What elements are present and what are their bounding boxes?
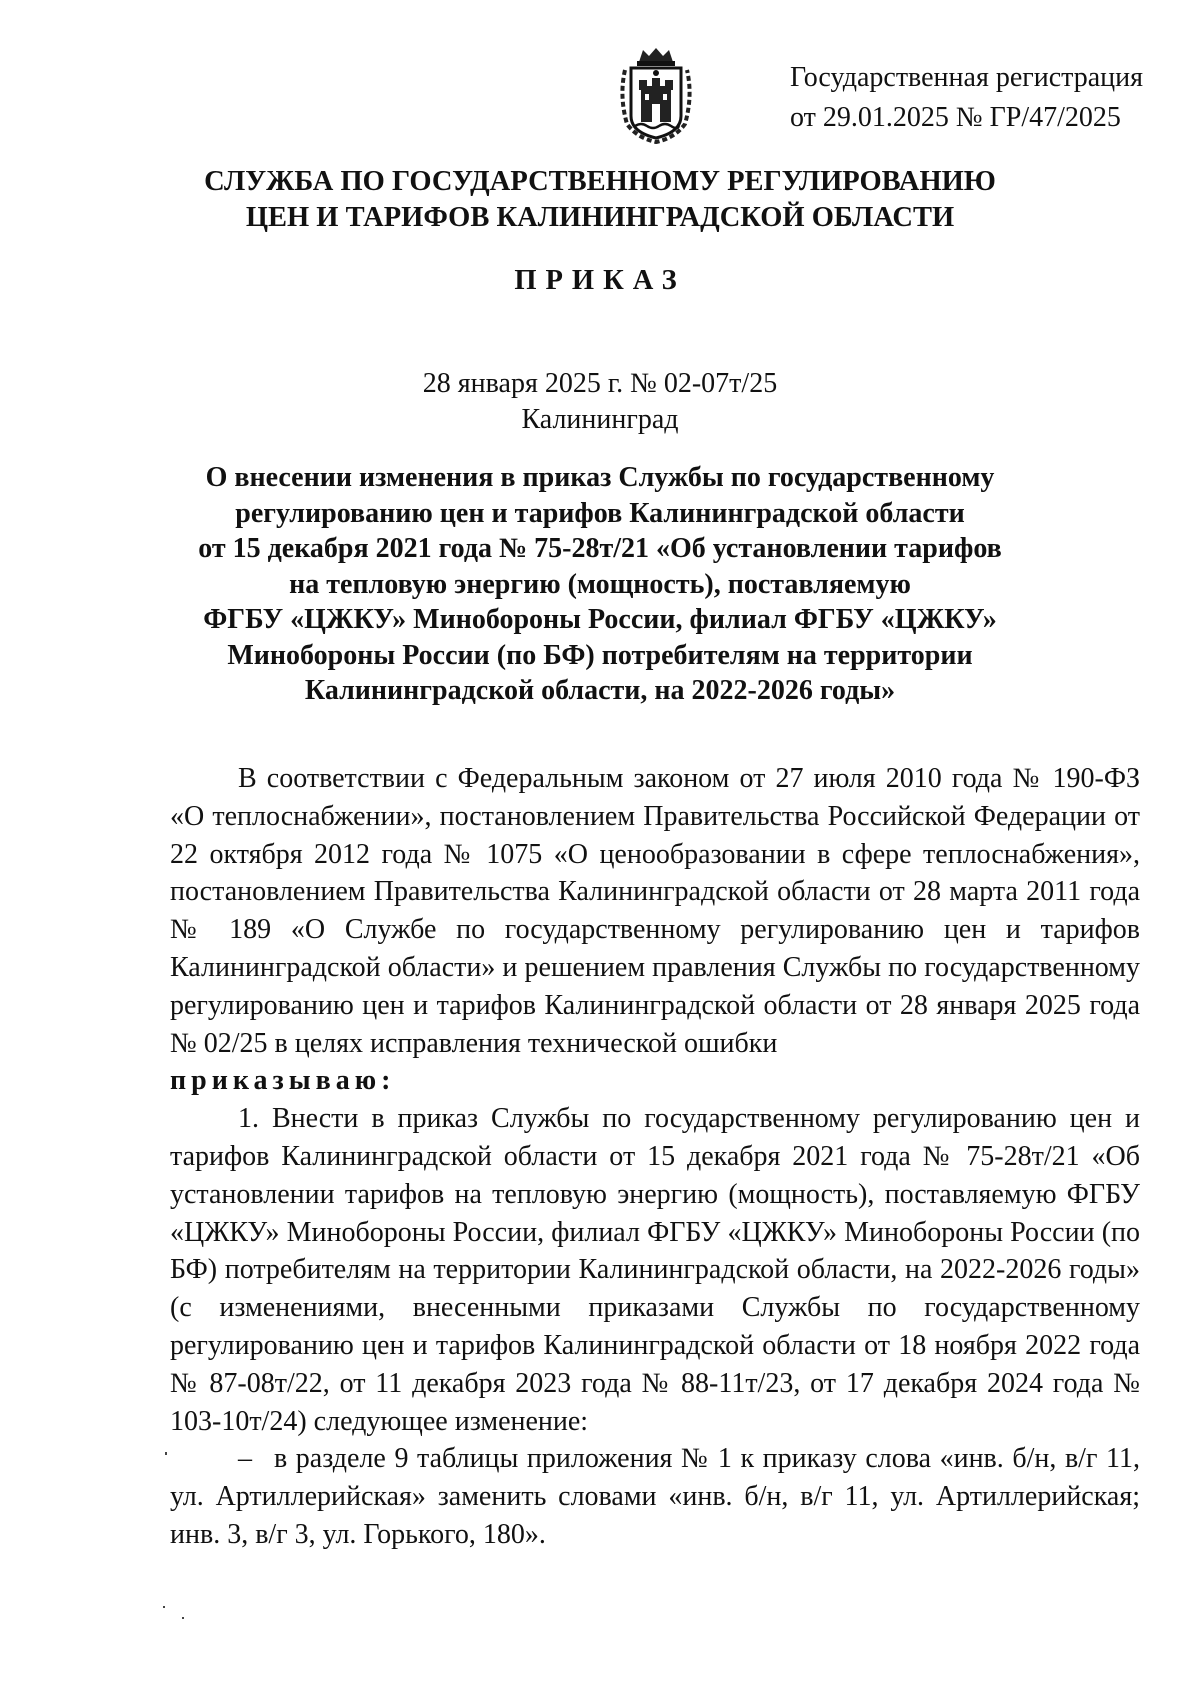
scan-speck — [165, 1452, 167, 1455]
subject-line: на тепловую энергию (мощность), поставляемую — [289, 568, 911, 600]
item-1-paragraph: 1. Внести в приказ Службы по государственному регулированию цен и тарифов Калининградской области от 15 декабря 2021 года № 75-28т/21 «Об установлении тарифов на тепловую энергию (мощность), поставляемую ФГБУ «ЦЖКУ» Минобороны России, филиал ФГБУ «ЦЖКУ» Минобороны России (по БФ) потребителям на территории Калининградской области, на 2022-2026 годы» (с изменениями, внесенными приказами Службы по государственному регулированию цен и тарифов Калининградской области от 18 ноября 2022 года № 87-08т/22, от 11 декабря 2023 года № 88-11т/23, от 17 декабря 2024 года № 103-10т/24) следующее изменение: — [170, 1103, 1140, 1437]
order-body — [170, 760, 1140, 1554]
order-city: Калининград — [521, 404, 679, 435]
scan-speck — [182, 1617, 184, 1619]
subject-line: Калининградской области, на 2022-2026 годы» — [304, 675, 896, 706]
agency-name-line-2: ЦЕН И ТАРИФОВ КАЛИНИНГРАДСКОЙ ОБЛАСТИ — [245, 202, 955, 233]
subject-line: Минобороны России (по БФ) потребителям на территории — [227, 639, 973, 671]
registration-title: Государственная регистрация — [790, 62, 1143, 93]
agency-name — [150, 164, 1050, 236]
state-registration — [790, 58, 1170, 138]
subitem-paragraph — [170, 1440, 1140, 1553]
document-type-title: ПРИКАЗ — [514, 265, 686, 296]
subitem-text: в разделе 9 таблицы приложения № 1 к приказу слова «инв. б/н, в/г 11, ул. Артиллерийская» заменить словами «инв. б/н, в/г 11, ул. Артиллерийская; инв. 3, в/г 3, ул. Горького, 180». — [170, 1443, 1140, 1550]
order-subject — [170, 460, 1030, 709]
subject-line: О внесении изменения в приказ Службы по государственному — [205, 462, 995, 493]
subject-line: ФГБУ «ЦЖКУ» Минобороны России, филиал ФГБУ «ЦЖКУ» — [203, 604, 997, 635]
subject-line: от 15 декабря 2021 года № 75-28т/21 «Об установлении тарифов — [198, 533, 1002, 564]
order-date-number: 28 января 2025 г. № 02-07т/25 — [422, 368, 778, 399]
order-word: приказываю: — [170, 1065, 396, 1097]
dash-marker: – — [238, 1443, 252, 1475]
registration-number: от 29.01.2025 № ГР/47/2025 — [790, 102, 1121, 133]
scan-speck — [163, 1606, 165, 1608]
order-date-number-block — [300, 366, 900, 438]
preamble-paragraph: В соответствии с Федеральным законом от 27 июля 2010 года № 190-ФЗ «О теплоснабжении», постановлением Правительства Российской Федерации от 22 октября 2012 года № 1075 «О ценообразовании в сфере теплоснабжения», постановлением Правительства Калининградской области от 28 марта 2011 года № 189 «О Службе по государственному регулированию цен и тарифов Калининградской области» и решением правления Службы по государственному регулированию цен и тарифов Калининградской области от 28 января 2025 года № 02/25 в целях исправления технической ошибки — [170, 763, 1140, 1059]
kaliningrad-coat-of-arms-icon — [617, 46, 695, 144]
subject-line: регулированию цен и тарифов Калининградской области — [235, 497, 965, 529]
agency-name-line-1: СЛУЖБА ПО ГОСУДАРСТВЕННОМУ РЕГУЛИРОВАНИЮ — [204, 166, 996, 197]
